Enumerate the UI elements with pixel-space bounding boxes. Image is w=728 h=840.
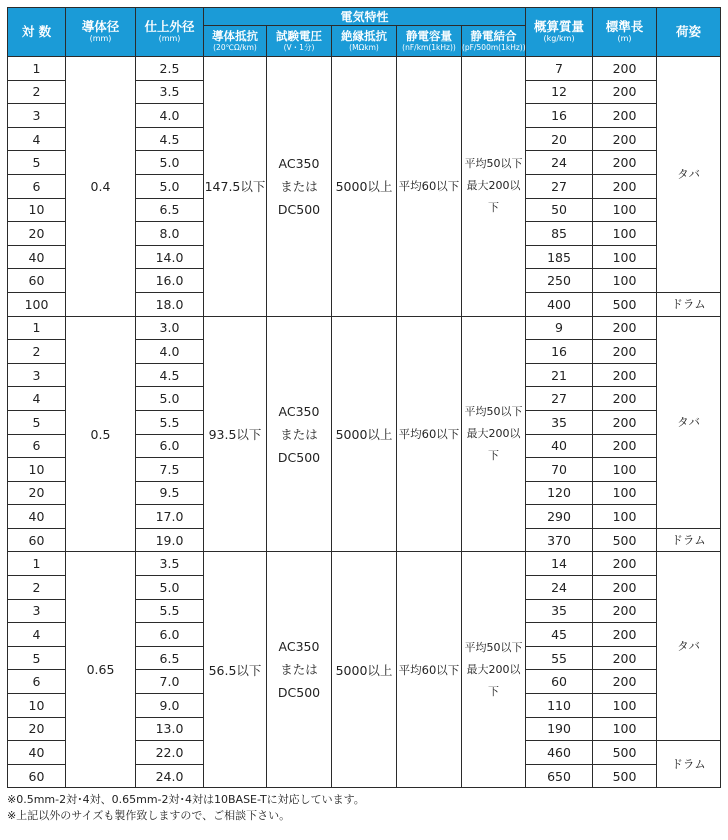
pairs-cell: 3 bbox=[8, 104, 66, 128]
length-cell: 200 bbox=[593, 174, 657, 198]
length-cell: 200 bbox=[593, 316, 657, 340]
length-cell: 200 bbox=[593, 623, 657, 647]
pairs-cell: 5 bbox=[8, 151, 66, 175]
footnotes bbox=[7, 792, 720, 824]
outer-diameter-cell: 8.0 bbox=[136, 222, 204, 246]
weight-cell: 400 bbox=[526, 292, 593, 316]
pairs-cell: 2 bbox=[8, 80, 66, 104]
outer-diameter-cell: 6.0 bbox=[136, 434, 204, 458]
weight-cell: 24 bbox=[526, 576, 593, 600]
length-cell: 200 bbox=[593, 80, 657, 104]
weight-cell: 50 bbox=[526, 198, 593, 222]
packing-cell: タバ bbox=[657, 57, 721, 293]
outer-diameter-cell: 5.0 bbox=[136, 151, 204, 175]
length-cell: 200 bbox=[593, 57, 657, 81]
weight-cell: 40 bbox=[526, 434, 593, 458]
weight-cell: 16 bbox=[526, 340, 593, 364]
pairs-cell: 4 bbox=[8, 623, 66, 647]
outer-diameter-cell: 9.5 bbox=[136, 481, 204, 505]
capacitance-cell: 平均60以下 bbox=[397, 552, 462, 788]
weight-cell: 120 bbox=[526, 481, 593, 505]
resistance-cell: 147.5以下 bbox=[204, 57, 267, 317]
outer-diameter-cell: 6.5 bbox=[136, 646, 204, 670]
outer-diameter-cell: 4.5 bbox=[136, 127, 204, 151]
pairs-cell: 40 bbox=[8, 505, 66, 529]
weight-cell: 27 bbox=[526, 387, 593, 411]
packing-cell: ドラム bbox=[657, 741, 721, 788]
length-cell: 100 bbox=[593, 694, 657, 718]
pairs-cell: 2 bbox=[8, 576, 66, 600]
header-insulation: 絶縁抵抗 (MΩkm) bbox=[332, 26, 397, 57]
outer-diameter-cell: 22.0 bbox=[136, 741, 204, 765]
pairs-cell: 60 bbox=[8, 269, 66, 293]
pairs-cell: 1 bbox=[8, 552, 66, 576]
test-voltage-cell-line: AC350 bbox=[278, 639, 320, 655]
pairs-cell: 3 bbox=[8, 363, 66, 387]
length-cell: 200 bbox=[593, 576, 657, 600]
capacitance-cell: 平均60以下 bbox=[397, 316, 462, 552]
spec-table-container bbox=[7, 7, 720, 824]
packing-cell: タバ bbox=[657, 552, 721, 741]
length-cell: 200 bbox=[593, 434, 657, 458]
length-cell: 500 bbox=[593, 741, 657, 765]
length-cell: 200 bbox=[593, 104, 657, 128]
header-resistance: 導体抵抗 (20℃Ω/km) bbox=[204, 26, 267, 57]
weight-cell: 7 bbox=[526, 57, 593, 81]
pairs-cell: 20 bbox=[8, 481, 66, 505]
length-cell: 200 bbox=[593, 646, 657, 670]
length-cell: 500 bbox=[593, 292, 657, 316]
weight-cell: 20 bbox=[526, 127, 593, 151]
outer-diameter-cell: 2.5 bbox=[136, 57, 204, 81]
length-cell: 200 bbox=[593, 670, 657, 694]
table-row bbox=[8, 57, 721, 81]
pairs-cell: 100 bbox=[8, 292, 66, 316]
weight-cell: 45 bbox=[526, 623, 593, 647]
length-cell: 500 bbox=[593, 764, 657, 788]
outer-diameter-cell: 5.0 bbox=[136, 387, 204, 411]
outer-diameter-cell: 16.0 bbox=[136, 269, 204, 293]
outer-diameter-cell: 19.0 bbox=[136, 528, 204, 552]
pairs-cell: 6 bbox=[8, 670, 66, 694]
pairs-cell: 20 bbox=[8, 222, 66, 246]
test-voltage-cell-line: または bbox=[280, 426, 318, 442]
outer-diameter-cell: 24.0 bbox=[136, 764, 204, 788]
pairs-cell: 3 bbox=[8, 599, 66, 623]
test-voltage-cell-line: または bbox=[280, 178, 318, 194]
length-cell: 200 bbox=[593, 340, 657, 364]
coupling-cell-line: 平均50以下 bbox=[464, 157, 523, 171]
outer-diameter-cell: 17.0 bbox=[136, 505, 204, 529]
insulation-cell: 5000以上 bbox=[332, 316, 397, 552]
test-voltage-cell bbox=[267, 552, 332, 788]
packing-cell: タバ bbox=[657, 316, 721, 528]
weight-cell: 12 bbox=[526, 80, 593, 104]
header-packing: 荷姿 bbox=[657, 8, 721, 57]
outer-diameter-cell: 14.0 bbox=[136, 245, 204, 269]
weight-cell: 70 bbox=[526, 458, 593, 482]
packing-cell: ドラム bbox=[657, 528, 721, 552]
outer-diameter-cell: 5.0 bbox=[136, 174, 204, 198]
weight-cell: 55 bbox=[526, 646, 593, 670]
header-pairs: 対 数 bbox=[8, 8, 66, 57]
weight-cell: 290 bbox=[526, 505, 593, 529]
weight-cell: 35 bbox=[526, 599, 593, 623]
pairs-cell: 6 bbox=[8, 174, 66, 198]
pairs-cell: 10 bbox=[8, 458, 66, 482]
weight-cell: 650 bbox=[526, 764, 593, 788]
pairs-cell: 4 bbox=[8, 387, 66, 411]
outer-diameter-cell: 3.5 bbox=[136, 552, 204, 576]
outer-diameter-cell: 7.5 bbox=[136, 458, 204, 482]
header-test-voltage: 試験電圧 (V・1分) bbox=[267, 26, 332, 57]
weight-cell: 370 bbox=[526, 528, 593, 552]
length-cell: 100 bbox=[593, 458, 657, 482]
test-voltage-cell-line: または bbox=[280, 662, 318, 678]
pairs-cell: 60 bbox=[8, 764, 66, 788]
test-voltage-cell bbox=[267, 316, 332, 552]
weight-cell: 110 bbox=[526, 694, 593, 718]
coupling-cell bbox=[462, 316, 526, 552]
resistance-cell: 56.5以下 bbox=[204, 552, 267, 788]
weight-cell: 190 bbox=[526, 717, 593, 741]
pairs-cell: 1 bbox=[8, 57, 66, 81]
weight-cell: 460 bbox=[526, 741, 593, 765]
weight-cell: 14 bbox=[526, 552, 593, 576]
pairs-cell: 10 bbox=[8, 694, 66, 718]
header-coupling: 静電結合 (pF/500m(1kHz)) bbox=[462, 26, 526, 57]
header-standard-length: 標準長 (m) bbox=[593, 8, 657, 57]
outer-diameter-cell: 4.0 bbox=[136, 340, 204, 364]
test-voltage-cell-line: AC350 bbox=[278, 403, 320, 419]
pairs-cell: 60 bbox=[8, 528, 66, 552]
pairs-cell: 6 bbox=[8, 434, 66, 458]
weight-cell: 21 bbox=[526, 363, 593, 387]
conductor-diameter-cell: 0.5 bbox=[66, 316, 136, 552]
length-cell: 100 bbox=[593, 222, 657, 246]
pairs-cell: 10 bbox=[8, 198, 66, 222]
length-cell: 200 bbox=[593, 387, 657, 411]
weight-cell: 24 bbox=[526, 151, 593, 175]
conductor-diameter-cell: 0.4 bbox=[66, 57, 136, 317]
outer-diameter-cell: 6.5 bbox=[136, 198, 204, 222]
outer-diameter-cell: 5.0 bbox=[136, 576, 204, 600]
conductor-diameter-cell: 0.65 bbox=[66, 552, 136, 788]
header-electrical-characteristics: 電気特性 bbox=[204, 8, 526, 26]
length-cell: 100 bbox=[593, 717, 657, 741]
coupling-cell-line: 平均50以下 bbox=[464, 640, 523, 654]
header-weight: 概算質量 (kg/km) bbox=[526, 8, 593, 57]
outer-diameter-cell: 13.0 bbox=[136, 717, 204, 741]
table-row bbox=[8, 316, 721, 340]
length-cell: 100 bbox=[593, 505, 657, 529]
coupling-cell-line: 最大200以下 bbox=[466, 662, 521, 698]
length-cell: 200 bbox=[593, 599, 657, 623]
outer-diameter-cell: 9.0 bbox=[136, 694, 204, 718]
length-cell: 200 bbox=[593, 410, 657, 434]
coupling-cell bbox=[462, 57, 526, 317]
coupling-cell-line: 最大200以下 bbox=[466, 427, 521, 462]
coupling-cell bbox=[462, 552, 526, 788]
insulation-cell: 5000以上 bbox=[332, 57, 397, 317]
pairs-cell: 5 bbox=[8, 646, 66, 670]
outer-diameter-cell: 5.5 bbox=[136, 599, 204, 623]
outer-diameter-cell: 7.0 bbox=[136, 670, 204, 694]
table-row bbox=[8, 552, 721, 576]
weight-cell: 250 bbox=[526, 269, 593, 293]
length-cell: 100 bbox=[593, 198, 657, 222]
test-voltage-cell-line: DC500 bbox=[277, 685, 321, 701]
header-conductor-diameter: 導体径 (mm) bbox=[66, 8, 136, 57]
outer-diameter-cell: 4.5 bbox=[136, 363, 204, 387]
pairs-cell: 40 bbox=[8, 245, 66, 269]
pairs-cell: 40 bbox=[8, 741, 66, 765]
weight-cell: 16 bbox=[526, 104, 593, 128]
insulation-cell: 5000以上 bbox=[332, 552, 397, 788]
length-cell: 200 bbox=[593, 127, 657, 151]
pairs-cell: 5 bbox=[8, 410, 66, 434]
length-cell: 500 bbox=[593, 528, 657, 552]
header-capacitance: 静電容量 (nF/km(1kHz)) bbox=[397, 26, 462, 57]
weight-cell: 35 bbox=[526, 410, 593, 434]
length-cell: 100 bbox=[593, 481, 657, 505]
length-cell: 200 bbox=[593, 552, 657, 576]
footnote-line: ※0.5mm-2対･4対、0.65mm-2対･4対は10BASE-Tに対応しています。 bbox=[7, 793, 365, 807]
test-voltage-cell-line: DC500 bbox=[277, 449, 321, 465]
test-voltage-cell-line: AC350 bbox=[278, 155, 320, 171]
pairs-cell: 4 bbox=[8, 127, 66, 151]
length-cell: 200 bbox=[593, 363, 657, 387]
table-body bbox=[8, 57, 721, 788]
footnote-line: ※上記以外のサイズも製作致しますので、ご相談下さい。 bbox=[7, 809, 291, 823]
outer-diameter-cell: 5.5 bbox=[136, 410, 204, 434]
pairs-cell: 20 bbox=[8, 717, 66, 741]
resistance-cell: 93.5以下 bbox=[204, 316, 267, 552]
weight-cell: 9 bbox=[526, 316, 593, 340]
weight-cell: 185 bbox=[526, 245, 593, 269]
coupling-cell-line: 最大200以下 bbox=[466, 179, 521, 215]
length-cell: 100 bbox=[593, 269, 657, 293]
outer-diameter-cell: 4.0 bbox=[136, 104, 204, 128]
header-outer-diameter: 仕上外径 (mm) bbox=[136, 8, 204, 57]
length-cell: 100 bbox=[593, 245, 657, 269]
test-voltage-cell-line: DC500 bbox=[277, 201, 321, 217]
length-cell: 200 bbox=[593, 151, 657, 175]
cable-spec-table bbox=[7, 7, 721, 788]
pairs-cell: 2 bbox=[8, 340, 66, 364]
weight-cell: 60 bbox=[526, 670, 593, 694]
capacitance-cell: 平均60以下 bbox=[397, 57, 462, 317]
packing-cell: ドラム bbox=[657, 292, 721, 316]
test-voltage-cell bbox=[267, 57, 332, 317]
outer-diameter-cell: 18.0 bbox=[136, 292, 204, 316]
outer-diameter-cell: 3.0 bbox=[136, 316, 204, 340]
weight-cell: 85 bbox=[526, 222, 593, 246]
pairs-cell: 1 bbox=[8, 316, 66, 340]
outer-diameter-cell: 6.0 bbox=[136, 623, 204, 647]
outer-diameter-cell: 3.5 bbox=[136, 80, 204, 104]
table-header bbox=[8, 8, 721, 57]
weight-cell: 27 bbox=[526, 174, 593, 198]
coupling-cell-line: 平均50以下 bbox=[464, 405, 523, 418]
